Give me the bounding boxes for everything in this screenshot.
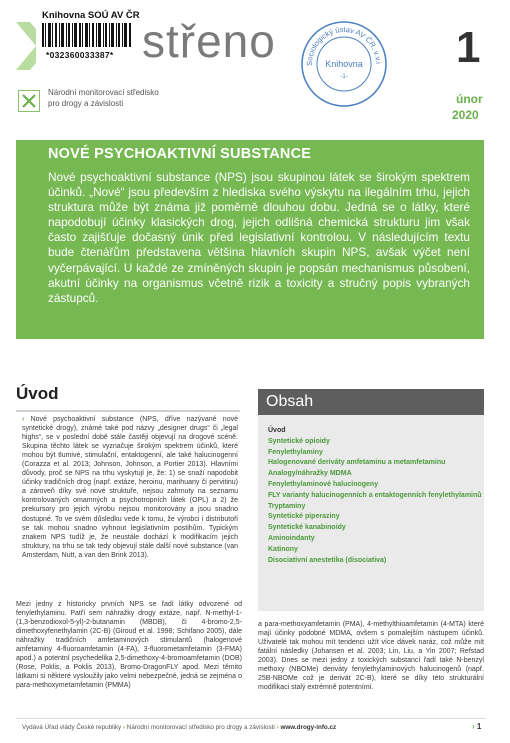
footer-website-link[interactable]: www.drogy-info.cz (280, 724, 337, 731)
organization-name: Národní monitorovací středisko pro drogy a závislosti (48, 88, 159, 108)
barcode-icon (42, 23, 132, 47)
page-arrow: › (472, 722, 475, 731)
intro-paragraph (22, 415, 238, 560)
footer-publisher: Vydává Úřad vlády České republiky (22, 724, 122, 731)
library-stamp (36, 10, 148, 64)
toc-item: Katinony (268, 545, 298, 553)
toc-item: Syntetické kanabinoidy (268, 524, 346, 532)
stamp-ring-text: Sociologický ústav AV ČR, v.v.i (304, 24, 384, 67)
page-number (472, 722, 481, 731)
contents-list (258, 415, 484, 566)
issue-number: 1 (456, 23, 481, 72)
toc-item: Tryptaminy (268, 502, 306, 510)
toc-item: Syntetické opioidy (268, 437, 330, 445)
footer-divider (16, 718, 486, 719)
footer (22, 724, 336, 731)
library-name: Knihovna SOÚ AV ČR (42, 10, 140, 21)
toc-item: Syntetické piperaziny (268, 513, 340, 521)
toc-item: FLY varianty halucinogenních a entaktogenních fenylethylaminů (268, 491, 482, 499)
intro-marker: › (22, 416, 25, 423)
toc-item: Úvod (268, 427, 286, 434)
history-paragraph-right: a para-methoxyamfetamin (PMA), 4-methylthioamfetamin (4-MTA) které mají účinky podobné MDMA, ovšem s pomalejším nástupem účinků. Uživatelé tak mohou mít tendenci užít více dávek naráz, což může mít fatální následky (Johansen et al. 2003; Lin, Liu, a Yin 2007; Refstad 2003). Dnes se mezi jedny z toxických substancí řadí také N-benzyl methoxy (NBOMe) deriváty fenylethylaminových halucinogenů (např. 25B-NBOMe což je derivát 2C-B), které se díky této strukturální modifikaci stalý extrémně potentními. (258, 621, 484, 692)
toc-item: Aminoindanty (268, 534, 315, 542)
section-heading-uvod: Úvod (16, 384, 59, 403)
lead-title: NOVÉ PSYCHOAKTIVNÍ SUBSTANCE (48, 146, 312, 162)
contents-box (258, 389, 484, 611)
history-paragraph-left: Mezi jedny z historicky prvních NPS se řadí látky odvozené od fenylethylaminu. Patří sem náhražky drogy extáze, např. N-methyl-1-(1,3-benzodioxol-5-yl)-2-butanamin (MBDB), či 4-bromo-2,5-dimethoxyfenethylamin (2C-B) (Giroud et al. 1998; Schifano 2005), dále náhražky tradičních amfetaminových stimulantů (halogenové amfetaminy 4-fluoroamfetamin (4-FA), 3-fluorometamfetamin (3-FMA) apod.) a potentní psychedelika 2,5-dimethoxy-4-bromoamfetamin (DOB) (Rose, Poklis, a Poklis 2013), Bromo-DragonFLY apod. Mezi těmito látkami si některé vysloužily jako velmi nebezpečné, jedná se zejména o para-methoxymetamfetamin (PMMA) (16, 601, 242, 690)
contents-title: Obsah (258, 389, 484, 415)
masthead-title: střeno (142, 15, 276, 67)
round-stamp-icon (300, 20, 388, 108)
footer-separator: › (122, 724, 126, 731)
issue-year: 2020 (452, 108, 479, 122)
page-header (0, 0, 510, 140)
toc-item: Fenylethylaminové halucinogeny (268, 480, 379, 488)
stamp-small-text: -1- (340, 74, 348, 80)
x-cross-icon (18, 90, 40, 112)
page-number-value: 1 (476, 722, 482, 731)
barcode-number: *032360033387* (46, 50, 114, 60)
lead-text: Nové psychoaktivní substance (NPS) jsou skupinou látek se širokým spektrem účinků. „Nové“ jsou především z hlediska svého výskytu na ilegálním trhu, jejich struktura může být známa již poměrně dlouhou dobu. Jedná se o látky, které napodobují účinky klasických drog, jejich odlišná chemická strukturu jim však často zajišťuje dočasný únik před legislativní kontrolou. V následujícím textu bude čtenářům představena většina hlavních skupin NPS, avšak výčet není vyčerpávající. U každé ze zmíněných skupin je popsán mechanismus působení, akutní účinky na organismus včetně rizik a toxicity a stručný popis vybraných zástupců. (48, 170, 470, 305)
section-divider (16, 410, 240, 412)
toc-item: Disociativní anestetika (disociativa) (268, 556, 387, 564)
toc-item: Analogy/náhražky MDMA (268, 470, 352, 478)
footer-separator: › (276, 724, 279, 731)
toc-item: Fenylethylaminy (268, 448, 323, 456)
issue-month: únor (456, 92, 483, 106)
intro-text: Nové psychoaktivní substance (NPS, dříve nazývané nové syntetické drogy), známé také pod názvy „designer drugs“ či „legal highs“, se v poslední době stále častěji objevují na drogové scéně. Skupina těchto látek se vyznačuje širokým spektrem účinků, které mohou být tlumivé, stimulační, entaktogenní, ale také halucinogenní (Corazza et al. 2013; Johnson, Johnson, a Portier 2013). Hlavními důvody, proč se NPS na trhu vyskytují je, že: 1) se snaží napodobit účinky tradičních drog (např. extáze, heroinu, marihuany či pervitinu) a zároveň díky své nové struktuře, nejsou zahrnuty na seznamu kontrolovaných omamných a psychotropních látek (OPL) a 2) že prekursory pro jejich výrobu nejsou monitorovány a jsou snadno dostupné. To ve svém důsledku vede k tomu, že výrobci i distributoři se tak mohou snadno vyhnout legislativním postihům. Typickým znakem NPS tudíž je, že neustále dochází k modifikacím jejich struktury, na trhu se tak tedy objevují stále další nové substance (van Amsterdam, Nutt, a van den Brink 2013). (22, 416, 238, 559)
toc-item: Halogenované deriváty amfetaminu a metamfetaminu (268, 459, 446, 467)
lead-box (16, 140, 484, 339)
stamp-center-text: Knihovna (325, 59, 363, 69)
footer-organization: Národní monitorovací středisko pro drogy a závislosti (126, 724, 275, 731)
